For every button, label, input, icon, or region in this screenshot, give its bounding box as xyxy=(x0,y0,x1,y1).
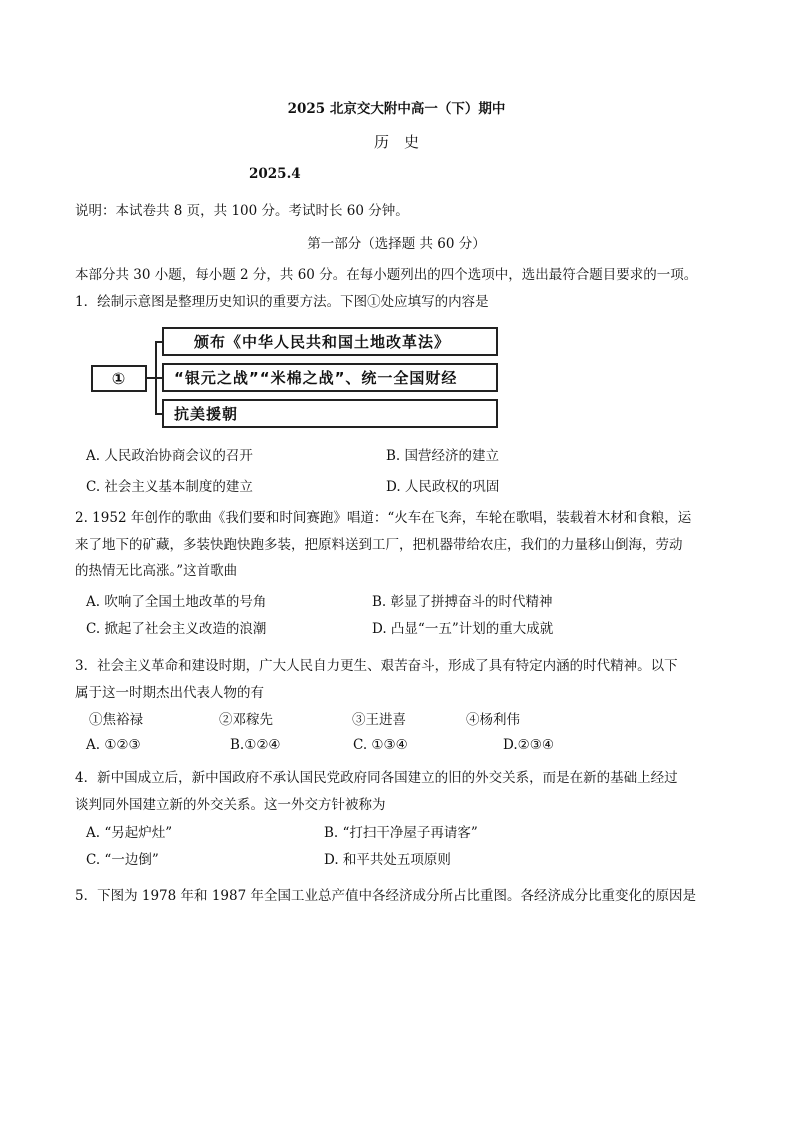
q3-stem-line1: 3．社会主义革命和建设时期，广大人民自力更生、艰苦奋斗，形成了具有特定内涵的时代精神。以下 xyxy=(75,658,678,674)
q3-stem-line2: 属于这一时期杰出代表人物的有 xyxy=(75,685,264,701)
q2-option-a: A. 吹响了全国土地改革的号角 xyxy=(86,594,267,610)
q1-option-c: C. 社会主义基本制度的建立 xyxy=(86,479,253,495)
subject-title: 历 史 xyxy=(373,133,419,151)
q2-option-b: B. 彰显了拼搏奋斗的时代精神 xyxy=(372,594,553,610)
q5-stem: 5．下图为 1978 年和 1987 年全国工业总产值中各经济成分所占比重图。各经济成分比重变化的原因是 xyxy=(75,888,696,904)
q4-stem-line1: 4．新中国成立后，新中国政府不承认国民党政府同各国建立的旧的外交关系，而是在新的基础上经过 xyxy=(75,770,678,786)
q1-stem: 1．绘制示意图是整理历史知识的重要方法。下图①处应填写的内容是 xyxy=(75,294,489,310)
q2-stem-line3: 的热情无比高涨。”这首歌曲 xyxy=(75,563,238,579)
q3-option-b: B.①②④ xyxy=(230,737,281,753)
q2-option-d: D. 凸显“一五”计划的重大成就 xyxy=(372,621,554,637)
q4-option-a: A. “另起炉灶” xyxy=(86,825,173,841)
exam-title: 2025 北京交大附中高一（下）期中 xyxy=(287,101,506,117)
q3-item-4: ④杨利伟 xyxy=(466,712,520,728)
q4-option-c: C. “一边倒” xyxy=(86,852,159,868)
diagram-root-box: ① xyxy=(91,365,147,392)
q3-item-3: ③王进喜 xyxy=(352,712,406,728)
q2-stem-line1: 2. 1952 年创作的歌曲《我们要和时间赛跑》唱道：“火车在飞奔，车轮在歌唱，装载着木材和食粮，运 xyxy=(75,510,692,526)
section-intro: 本部分共 30 小题，每小题 2 分，共 60 分。在每小题列出的四个选项中，选出最符合题目要求的一项。 xyxy=(75,267,698,283)
q4-option-d: D. 和平共处五项原则 xyxy=(324,852,451,868)
diagram-box-korea: 抗美援朝 xyxy=(162,399,498,428)
exam-note: 说明：本试卷共 8 页，共 100 分。考试时长 60 分钟。 xyxy=(75,203,409,219)
q1-option-d: D. 人民政权的巩固 xyxy=(386,479,500,495)
q1-option-a: A. 人民政治协商会议的召开 xyxy=(86,448,253,464)
section-title: 第一部分（选择题 共 60 分） xyxy=(307,236,486,252)
q3-option-c: C. ①③④ xyxy=(353,737,408,753)
q2-option-c: C. 掀起了社会主义改造的浪潮 xyxy=(86,621,267,637)
q2-stem-line2: 来了地下的矿藏，多装快跑快跑多装，把原料送到工厂，把机器带给农庄，我们的力量移山倒海，劳动 xyxy=(75,537,683,553)
q3-item-1: ①焦裕禄 xyxy=(89,712,143,728)
exam-date: 2025.4 xyxy=(249,166,301,182)
q3-item-2: ②邓稼先 xyxy=(219,712,273,728)
q3-option-d: D.②③④ xyxy=(503,737,554,753)
q4-stem-line2: 谈判同外国建立新的外交关系。这一外交方针被称为 xyxy=(75,797,386,813)
diagram-box-land-reform: 颁布《中华人民共和国土地改革法》 xyxy=(162,327,498,356)
q4-option-b: B. “打扫干净屋子再请客” xyxy=(324,825,478,841)
diagram-box-finance: “银元之战”“米棉之战”、统一全国财经 xyxy=(162,363,498,392)
q1-option-b: B. 国营经济的建立 xyxy=(386,448,500,464)
q3-option-a: A. ①②③ xyxy=(86,737,141,753)
